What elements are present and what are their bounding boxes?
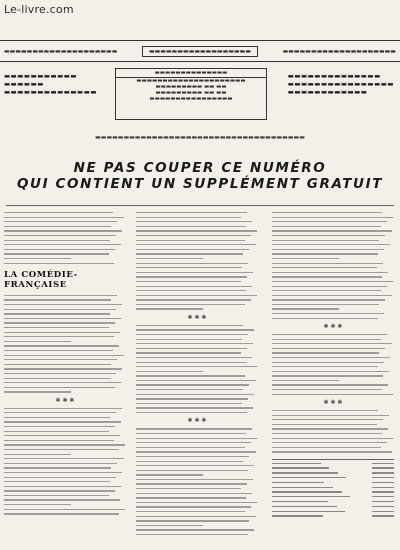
header-center-box: ▬▬▬▬▬▬▬▬▬▬▬▬▬▬▬▬▬▬ [142, 46, 258, 57]
text-line [4, 350, 113, 351]
text-column-3 [272, 212, 394, 546]
text-line [272, 352, 379, 353]
text-line [4, 391, 71, 392]
text-line [272, 394, 393, 395]
text-line [272, 217, 393, 218]
text-line [136, 456, 249, 457]
text-line [4, 230, 122, 231]
text-line [4, 359, 117, 360]
text-line [272, 380, 339, 381]
text-line [136, 398, 248, 399]
text-line [136, 272, 253, 273]
text-line [272, 299, 385, 300]
text-line [4, 454, 71, 455]
text-line [136, 384, 249, 385]
text-line [4, 258, 71, 259]
table-row [272, 463, 394, 464]
text-line [272, 357, 390, 358]
text-line [136, 352, 241, 353]
text-line [272, 295, 392, 296]
text-line [272, 267, 377, 268]
text-line [136, 465, 254, 466]
text-line [136, 493, 252, 494]
text-line [272, 428, 388, 429]
text-line [136, 343, 253, 344]
table-row [272, 482, 394, 483]
text-line [272, 334, 387, 335]
text-line [136, 403, 242, 404]
text-line [4, 440, 114, 441]
text-line [136, 244, 256, 245]
text-line [4, 313, 110, 314]
text-line [272, 272, 388, 273]
text-line [136, 267, 242, 268]
text-line [4, 458, 124, 459]
text-line [136, 362, 246, 363]
text-line [136, 334, 248, 335]
text-line [4, 421, 121, 422]
text-line [136, 366, 257, 367]
divider-rule [6, 205, 394, 206]
text-line [136, 348, 247, 349]
text-line [272, 442, 387, 443]
text-line [4, 221, 117, 222]
text-line [136, 304, 245, 305]
text-line [4, 322, 115, 323]
text-line [272, 244, 390, 245]
text-line [136, 483, 247, 484]
notice-line: ▬▬▬▬▬▬▬▬▬▬▬▬▬▬▬▬▬▬▬▬▬▬▬▬▬▬▬▬▬▬▬▬▬▬▬▬▬ [95, 134, 305, 141]
text-line [4, 318, 121, 319]
text-line [4, 345, 119, 346]
text-line [272, 415, 389, 416]
table-row [272, 477, 394, 478]
section-separator: ✱ ✱ ✱ [187, 417, 207, 425]
text-line [272, 371, 389, 372]
text-line [4, 295, 117, 296]
table-row [272, 472, 394, 473]
table-row [272, 496, 394, 497]
text-line [136, 235, 251, 236]
text-line [136, 240, 245, 241]
table-row [272, 511, 394, 512]
text-line [4, 467, 111, 468]
watermark: Le-livre.com [4, 3, 74, 16]
text-line [272, 281, 393, 282]
text-line [4, 426, 115, 427]
text-line [4, 240, 110, 241]
text-line [4, 235, 116, 236]
supplement-notice-title [0, 160, 400, 192]
text-line [4, 481, 110, 482]
text-line [272, 304, 379, 305]
text-line [136, 506, 251, 507]
text-line [4, 435, 120, 436]
text-column-1 [4, 212, 126, 546]
text-line [136, 263, 248, 264]
section-separator: ✱ ✱ ✱ [323, 322, 343, 330]
text-line [4, 355, 124, 356]
text-line [4, 212, 113, 213]
table-row [272, 467, 394, 468]
text-line [4, 336, 114, 337]
header-right: ▬▬▬▬▬▬▬▬▬▬▬▬▬▬▬▬▬▬▬▬ [282, 47, 396, 55]
text-line [136, 529, 254, 530]
text-line [136, 479, 253, 480]
text-line [136, 451, 256, 452]
text-line [136, 249, 249, 250]
masthead-right: ▬▬▬▬▬▬▬▬▬▬▬▬▬▬ ▬▬▬▬▬▬▬▬▬▬▬▬▬▬▬▬ ▬▬▬▬▬▬▬▬▬▬▬▬ [287, 72, 394, 96]
text-line [4, 253, 109, 254]
text-line [4, 417, 110, 418]
text-line [136, 433, 246, 434]
text-line [272, 286, 387, 287]
text-line [136, 357, 252, 358]
text-line [4, 263, 114, 264]
text-line [4, 509, 125, 510]
text-line [272, 235, 385, 236]
text-line [4, 412, 116, 413]
text-line [272, 375, 383, 376]
text-line [272, 410, 378, 411]
text-line [136, 511, 245, 512]
masthead-left: ▬▬▬▬▬▬▬▬▬▬▬ ▬▬▬▬▬▬ ▬▬▬▬▬▬▬▬▬▬▬▬▬▬ [4, 72, 97, 96]
text-line [136, 276, 247, 277]
text-line [136, 442, 251, 443]
text-line [4, 499, 120, 500]
text-line [4, 226, 111, 227]
text-line [272, 433, 382, 434]
header-left: ▬▬▬▬▬▬▬▬▬▬▬▬▬▬▬▬▬▬▬▬ [4, 47, 118, 55]
text-line [136, 412, 247, 413]
text-line [136, 295, 257, 296]
text-line [4, 449, 119, 450]
text-line [272, 276, 382, 277]
text-line [272, 362, 384, 363]
text-line [136, 461, 243, 462]
text-line [4, 304, 122, 305]
text-line [136, 212, 247, 213]
text-line [136, 375, 245, 376]
text-line [136, 438, 257, 439]
text-line [272, 366, 378, 367]
text-line [136, 488, 241, 489]
text-line [4, 431, 109, 432]
text-line [136, 497, 246, 498]
text-line [136, 221, 252, 222]
text-line [4, 463, 117, 464]
text-line [136, 502, 257, 503]
text-line [4, 299, 111, 300]
text-line [4, 444, 125, 445]
small-table [272, 459, 394, 517]
text-line [136, 230, 257, 231]
text-line [136, 407, 253, 408]
text-line [4, 373, 116, 374]
text-line [4, 490, 115, 491]
text-line [272, 221, 387, 222]
text-line [272, 424, 377, 425]
text-line [136, 534, 248, 535]
text-line [136, 474, 203, 475]
text-line [4, 332, 120, 333]
text-line [4, 486, 121, 487]
text-line [136, 329, 254, 330]
text-line [136, 447, 245, 448]
text-line [136, 470, 248, 471]
table-row [272, 487, 394, 488]
text-line [272, 212, 382, 213]
section-separator: ✱ ✱ ✱ [55, 396, 75, 404]
text-line [272, 263, 383, 264]
text-line [136, 299, 251, 300]
text-line [4, 249, 115, 250]
section-heading: LA COMÉDIE-FRANÇAISE [4, 269, 78, 290]
text-line [4, 513, 119, 514]
text-line [136, 281, 241, 282]
text-line [272, 384, 388, 385]
text-line [136, 389, 243, 390]
text-line [272, 339, 381, 340]
text-line [4, 387, 115, 388]
text-line [136, 325, 243, 326]
text-line [4, 244, 121, 245]
text-line [4, 504, 71, 505]
text-line [4, 382, 121, 383]
text-line [136, 339, 242, 340]
text-line [272, 258, 339, 259]
text-line [4, 477, 116, 478]
text-line [272, 343, 392, 344]
table-row [272, 501, 394, 502]
text-line [4, 378, 110, 379]
table-row [272, 491, 394, 492]
text-line [272, 253, 378, 254]
text-line [136, 380, 256, 381]
text-line [4, 408, 122, 409]
section-separator: ✱ ✱ ✱ [187, 313, 207, 321]
text-line [272, 389, 382, 390]
text-line [272, 240, 379, 241]
text-line [272, 438, 393, 439]
text-line [272, 308, 339, 309]
text-line [272, 318, 378, 319]
text-line [272, 249, 384, 250]
section-separator: ✱ ✱ ✱ [323, 398, 343, 406]
text-line [136, 226, 246, 227]
text-line [136, 520, 249, 521]
text-line [272, 451, 392, 452]
text-line [4, 341, 71, 342]
text-line [4, 368, 122, 369]
text-line [136, 371, 203, 372]
table-row [272, 506, 394, 507]
text-line [272, 348, 385, 349]
text-line [272, 230, 392, 231]
text-line [4, 364, 111, 365]
text-line [4, 472, 122, 473]
text-line [4, 309, 116, 310]
text-line [272, 226, 381, 227]
masthead-center-box: ▬▬▬▬▬▬▬▬▬▬▬▬▬▬ ▬▬▬▬▬▬▬▬▬▬▬▬▬▬▬▬▬▬▬▬▬ ▬▬▬▬▬▬▬▬▬ ▬▬ ▬▬ ▬▬▬▬▬▬▬▬▬ ▬▬ ▬▬ ▬▬▬▬▬▬▬▬▬▬▬▬▬▬▬▬ [115, 68, 267, 120]
text-line [136, 286, 252, 287]
text-line [136, 290, 246, 291]
text-line [272, 290, 381, 291]
text-line [136, 428, 252, 429]
text-line [4, 327, 109, 328]
text-line [136, 394, 254, 395]
table-row [272, 515, 394, 516]
text-line [272, 447, 381, 448]
text-line [136, 217, 241, 218]
text-line [136, 516, 256, 517]
title-text: NE PAS COUPER CE NUMÉRO QUI CONTIENT UN SUPPLÉMENT GRATUIT [16, 160, 384, 192]
masthead [0, 66, 400, 126]
text-line [136, 253, 243, 254]
header-strip [0, 40, 400, 62]
text-line [136, 308, 203, 309]
text-line [136, 258, 203, 259]
text-line [272, 313, 384, 314]
text-line [4, 495, 109, 496]
text-column-2 [136, 212, 258, 546]
text-line [272, 419, 383, 420]
text-line [4, 217, 124, 218]
text-line [136, 525, 203, 526]
